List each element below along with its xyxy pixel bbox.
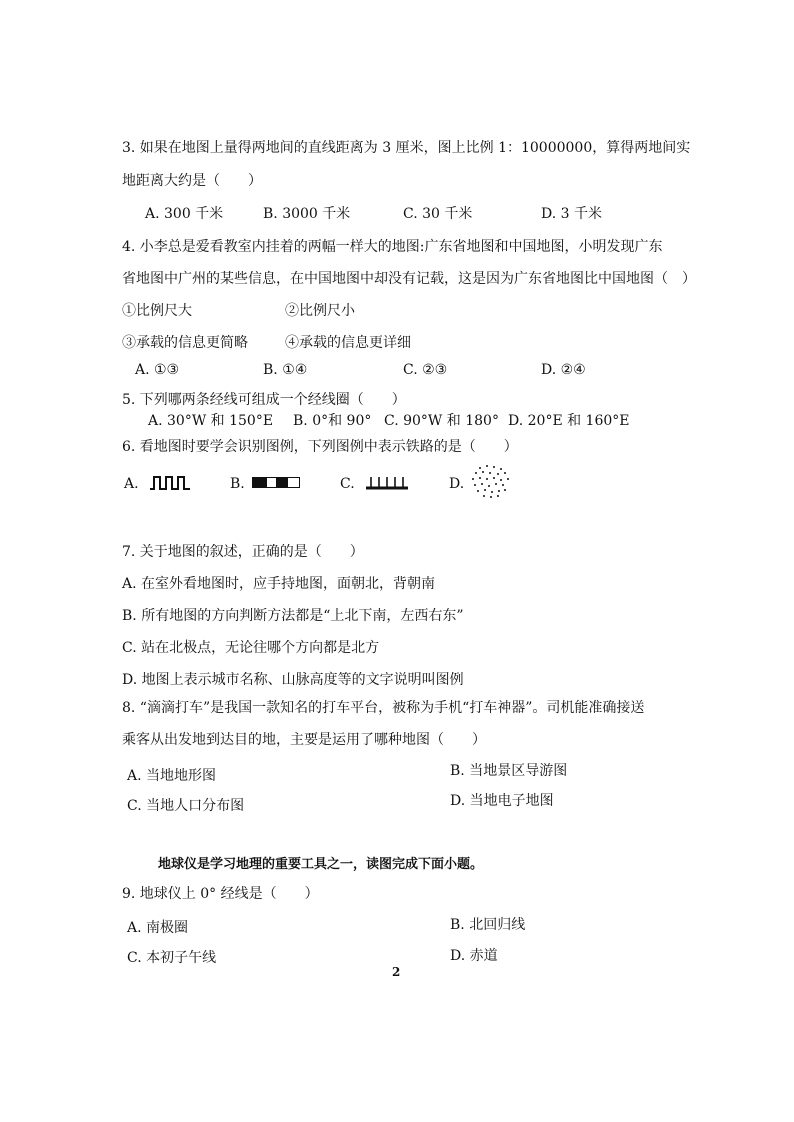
q6-option-a-label: A. (124, 476, 139, 492)
q3-option-d: D. 3 千米 (541, 206, 602, 222)
q8-stem-line1: 8. “滴滴打车”是我国一款知名的打车平台，被称为手机“打车神器”。司机能准确接送 (122, 700, 645, 716)
section-intro: 地球仪是学习地理的重要工具之一，读图完成下面小题。 (158, 857, 484, 872)
q5-stem: 5. 下列哪两条经线可组成一个经线圈（ ） (122, 392, 406, 408)
q4-statement-4: ④承载的信息更详细 (285, 335, 411, 351)
q7-option-a: A. 在室外看地图时，应手持地图，面朝北，背朝南 (122, 576, 436, 592)
q3-stem-line1: 3. 如果在地图上量得两地间的直线距离为 3 厘米，图上比例 1：10000000，算得两地间实 (122, 140, 691, 156)
q4-statement-1: ①比例尺大 (122, 303, 192, 319)
q9-option-c: C. 本初子午线 (127, 950, 217, 966)
q6-option-c-label: C. (340, 476, 355, 492)
q4-option-a: A. ①③ (135, 362, 180, 378)
q7-stem: 7. 关于地图的叙述，正确的是（ ） (122, 544, 364, 560)
page-number: 2 (392, 965, 401, 979)
q6-option-d-label: D. (449, 476, 465, 492)
q9-option-b: B. 北回归线 (450, 917, 526, 933)
dot-pattern-legend-icon (468, 462, 512, 500)
q7-option-d: D. 地图上表示城市名称、山脉高度等的文字说明叫图例 (122, 672, 464, 688)
q4-statement-2: ②比例尺小 (285, 303, 355, 319)
q5-option-d: D. 20°E 和 160°E (508, 413, 630, 429)
q5-option-c: C. 90°W 和 180° (384, 413, 499, 429)
q3-stem-line2: 地距离大约是（ ） (122, 173, 262, 189)
q8-option-b: B. 当地景区导游图 (450, 763, 568, 779)
q8-option-d: D. 当地电子地图 (450, 793, 554, 809)
square-wave-legend-icon (150, 474, 194, 492)
q9-stem: 9. 地球仪上 0° 经线是（ ） (122, 886, 319, 902)
q4-option-b: B. ①④ (263, 362, 308, 378)
q3-option-b: B. 3000 千米 (263, 206, 351, 222)
q3-option-a: A. 300 千米 (145, 206, 224, 222)
railway-legend-icon (252, 477, 300, 489)
q6-stem: 6. 看地图时要学会识别图例，下列图例中表示铁路的是（ ） (122, 439, 518, 455)
comb-line-legend-icon (366, 474, 410, 492)
q5-option-a: A. 30°W 和 150°E (148, 413, 274, 429)
q4-option-d: D. ②④ (541, 362, 586, 378)
q9-option-d: D. 赤道 (450, 948, 498, 964)
q8-option-c: C. 当地人口分布图 (127, 798, 245, 814)
q6-option-b-label: B. (230, 476, 245, 492)
q4-stem-line1: 4. 小李总是爱看教室内挂着的两幅一样大的地图:广东省地图和中国地图，小明发现广东 (122, 239, 663, 255)
q9-option-a: A. 南极圈 (127, 920, 189, 936)
q8-option-a: A. 当地地形图 (127, 768, 217, 784)
q8-stem-line2: 乘客从出发地到达目的地，主要是运用了哪种地图（ ） (122, 732, 486, 748)
q7-option-c: C. 站在北极点，无论往哪个方向都是北方 (122, 640, 380, 656)
q5-option-b: B. 0°和 90° (293, 413, 372, 429)
q4-stem-line2: 省地图中广州的某些信息，在中国地图中却没有记载，这是因为广东省地图比中国地图（ ） (122, 271, 696, 287)
q4-statement-3: ③承载的信息更简略 (122, 335, 248, 351)
q3-option-c: C. 30 千米 (403, 206, 473, 222)
q4-option-c: C. ②③ (403, 362, 448, 378)
q7-option-b: B. 所有地图的方向判断方法都是“上北下南，左西右东” (122, 608, 464, 624)
